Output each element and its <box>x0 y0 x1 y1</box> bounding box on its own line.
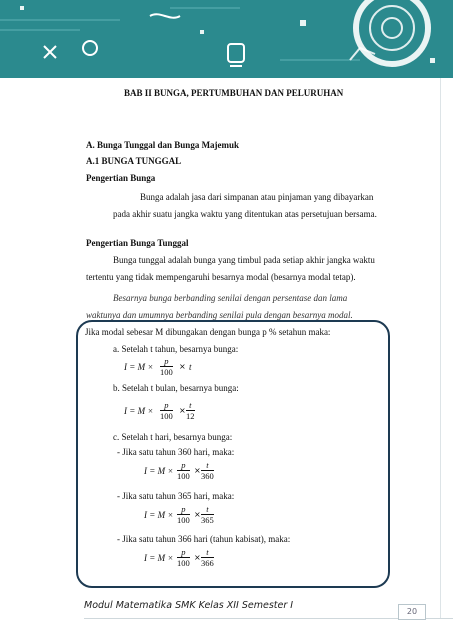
formula-a-times: × <box>179 362 186 371</box>
formula-365-lhs: I = M × <box>144 510 174 520</box>
para-bunga-line2: pada akhir suatu jangka waktu yang ditentukan atas persetujuan bersama. <box>113 209 377 219</box>
formula-366-den-2: 366 <box>201 558 214 568</box>
formula-a-t: t <box>189 362 192 372</box>
formula-365-num-1: p <box>177 504 190 515</box>
box-intro: Jika modal sebesar M dibungakan dengan bunga p % setahun maka: <box>85 327 331 337</box>
formula-366-fraction-2 <box>201 547 214 568</box>
formula-365-fraction-2 <box>201 504 214 525</box>
formula-366-fraction-1 <box>177 547 190 568</box>
formula-b-num-1: p <box>160 400 173 411</box>
note-line1: Besarnya bunga berbanding senilai dengan persentase dan lama <box>113 293 348 303</box>
formula-365-den-2: 365 <box>201 515 214 525</box>
item-b: b. Setelah t bulan, besarnya bunga: <box>113 383 239 393</box>
sub-366: - Jika satu tahun 366 hari (tahun kabisat), maka: <box>117 534 291 544</box>
formula-366-lhs: I = M × <box>144 553 174 563</box>
page-number: 20 <box>398 604 426 620</box>
decorative-icons <box>0 0 453 78</box>
formula-b-fraction-1 <box>160 400 173 421</box>
formula-b-num-2: t <box>186 400 195 411</box>
heading-bunga-tunggal: Pengertian Bunga Tunggal <box>86 238 189 248</box>
section-a-heading: A. Bunga Tunggal dan Bunga Majemuk <box>86 140 240 150</box>
formula-b-times: × <box>179 406 186 415</box>
formula-366-den-1: 100 <box>177 558 190 568</box>
formula-360-fraction-2 <box>201 460 214 481</box>
formula-b-lhs: I = M × <box>124 406 154 416</box>
item-a: a. Setelah t tahun, besarnya bunga: <box>113 344 239 354</box>
formula-a-den: 100 <box>160 367 173 377</box>
right-margin-line <box>440 78 441 618</box>
footer-title: Modul Matematika SMK Kelas XII Semester I <box>84 600 294 611</box>
formula-360-den-1: 100 <box>177 471 190 481</box>
heading-bunga: Pengertian Bunga <box>86 173 156 183</box>
header-banner <box>0 0 453 78</box>
formula-360-times: × <box>194 466 201 475</box>
formula-360-den-2: 360 <box>201 471 214 481</box>
para-tunggal-line2: tertentu yang tidak mempengaruhi besarnya modal (besarnya modal tetap). <box>86 272 356 282</box>
formula-366-num-2: t <box>201 547 214 558</box>
formula-365-num-2: t <box>201 504 214 515</box>
formula-366-times: × <box>194 553 201 562</box>
item-c: c. Setelah t hari, besarnya bunga: <box>113 432 233 442</box>
section-a1-heading: A.1 BUNGA TUNGGAL <box>86 156 182 166</box>
formula-360-num-2: t <box>201 460 214 471</box>
sub-360: - Jika satu tahun 360 hari, maka: <box>117 447 235 457</box>
formula-b-den-1: 100 <box>160 411 173 421</box>
formula-365-times: × <box>194 510 201 519</box>
note-line2: waktunya dan umumnya berbanding senilai pula dengan besarnya modal. <box>86 310 353 320</box>
formula-365-fraction-1 <box>177 504 190 525</box>
formula-a-lhs: I = M × <box>124 362 154 372</box>
formula-366-num-1: p <box>177 547 190 558</box>
formula-360-num-1: p <box>177 460 190 471</box>
chapter-title: BAB II BUNGA, PERTUMBUHAN DAN PELURUHAN <box>124 88 344 98</box>
formula-a-fraction <box>160 356 173 377</box>
para-tunggal-line1: Bunga tunggal adalah bunga yang timbul pada setiap akhir jangka waktu <box>113 255 375 265</box>
formula-b-den-2: 12 <box>186 411 195 421</box>
formula-b-fraction-2 <box>186 400 195 421</box>
sub-365: - Jika satu tahun 365 hari, maka: <box>117 491 235 501</box>
para-bunga-line1: Bunga adalah jasa dari simpanan atau pinjaman yang dibayarkan <box>140 192 374 202</box>
formula-360-fraction-1 <box>177 460 190 481</box>
formula-360-lhs: I = M × <box>144 466 174 476</box>
formula-a-num: p <box>160 356 173 367</box>
formula-365-den-1: 100 <box>177 515 190 525</box>
